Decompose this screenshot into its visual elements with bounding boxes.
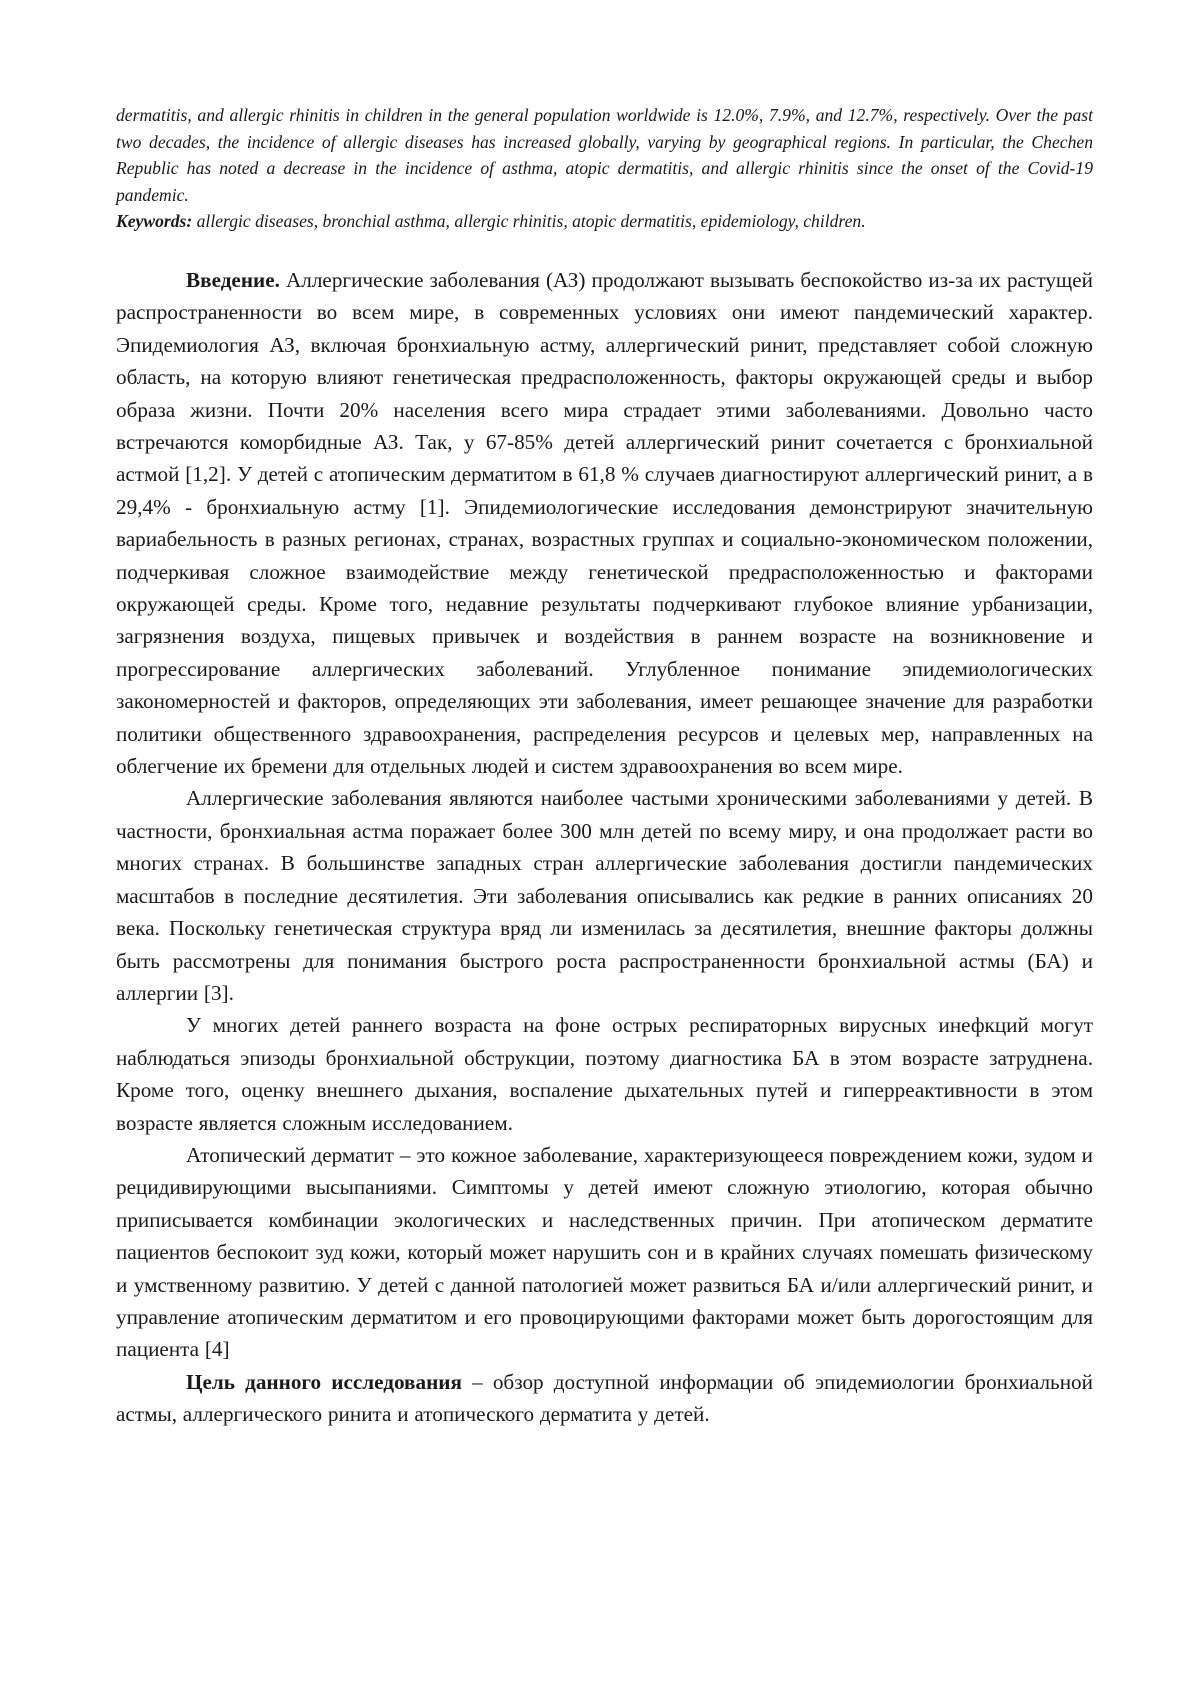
keywords-line	[116, 208, 1093, 235]
introduction-heading: Введение.	[186, 268, 280, 292]
paragraph-allergic-diseases: Аллергические заболевания являются наиболее частыми хроническими заболеваниями у детей. В частности, бронхиальная астма поражает более 300 млн детей по всему миру, и она продолжает расти во многих странах. В большинстве западных стран аллергические заболевания достигли пандемических масштабов в последние десятилетия. Эти заболевания описывались как редкие в ранних описаниях 20 века. Поскольку генетическая структура вряд ли изменилась за десятилетия, внешние факторы должны быть рассмотрены для понимания быстрого роста распространенности бронхиальной астмы (БА) и аллергии [3].	[116, 782, 1093, 1009]
keywords-label: Keywords:	[116, 211, 192, 231]
paragraph-early-age-diagnosis: У многих детей раннего возраста на фоне острых респираторных вирусных инефкций могут наблюдаться эпизоды бронхиальной обструкции, поэтому диагностика БА в этом возрасте затруднена. Кроме того, оценку внешнего дыхания, воспаление дыхательных путей и гиперреактивности в этом возрасте является сложным исследованием.	[116, 1009, 1093, 1139]
paragraph-introduction	[116, 264, 1093, 783]
document-page	[116, 102, 1093, 1431]
paragraph-atopic-dermatitis: Атопический дерматит – это кожное заболевание, характеризующееся повреждением кожи, зудом и рецидивирующими высыпаниями. Симптомы у детей имеют сложную этиологию, которая обычно приписывается комбинации экологических и наследственных причин. При атопическом дерматите пациентов беспокоит зуд кожи, который может нарушить сон и в крайних случаях помешать физическому и умственному развитию. У детей с данной патологией может развиться БА и/или аллергический ринит, и управление атопическим дерматитом и его провоцирующими факторами может быть дорогостоящим для пациента [4]	[116, 1139, 1093, 1366]
article-body	[116, 264, 1093, 1431]
abstract-section	[116, 102, 1093, 235]
abstract-continuation: dermatitis, and allergic rhinitis in children in the general population worldwide is 12.0%, 7.9%, and 12.7%, respectively. Over the past two decades, the incidence of allergic diseases has increased globally, varying by geographical regions. In particular, the Chechen Republic has noted a decrease in the incidence of asthma, atopic dermatitis, and allergic rhinitis since the onset of the Covid-19 pandemic.	[116, 102, 1093, 208]
keywords-text: allergic diseases, bronchial asthma, allergic rhinitis, atopic dermatitis, epidemiology, children.	[192, 211, 865, 231]
paragraph-study-aim	[116, 1366, 1093, 1431]
introduction-text: Аллергические заболевания (АЗ) продолжают вызывать беспокойство из-за их растущей распространенности во всем мире, в современных условиях они имеют пандемический характер. Эпидемиология АЗ, включая бронхиальную астму, аллергический ринит, представляет собой сложную область, на которую влияют генетическая предрасположенность, факторы окружающей среды и выбор образа жизни. Почти 20% населения всего мира страдает этими заболеваниями. Довольно часто встречаются коморбидные АЗ. Так, у 67-85% детей аллергический ринит сочетается с бронхиальной астмой [1,2]. У детей с атопическим дерматитом в 61,8 % случаев диагностируют аллергический ринит, а в 29,4% - бронхиальную астму [1]. Эпидемиологические исследования демонстрируют значительную вариабельность в разных регионах, странах, возрастных группах и социально-экономическом положении, подчеркивая сложное взаимодействие между генетической предрасположенностью и факторами окружающей среды. Кроме того, недавние результаты подчеркивают глубокое влияние урбанизации, загрязнения воздуха, пищевых привычек и воздействия в раннем возрасте на возникновение и прогрессирование аллергических заболеваний. Углубленное понимание эпидемиологических закономерностей и факторов, определяющих эти заболевания, имеет решающее значение для разработки политики общественного здравоохранения, распределения ресурсов и целевых мер, направленных на облегчение их бремени для отдельных людей и систем здравоохранения во всем мире.	[116, 268, 1093, 778]
study-aim-text: – обзор доступной информации об эпидемиологии бронхиальной астмы, аллергического ринита и атопического дерматита у детей.	[116, 1370, 1093, 1426]
study-aim-heading: Цель данного исследования	[186, 1370, 462, 1394]
